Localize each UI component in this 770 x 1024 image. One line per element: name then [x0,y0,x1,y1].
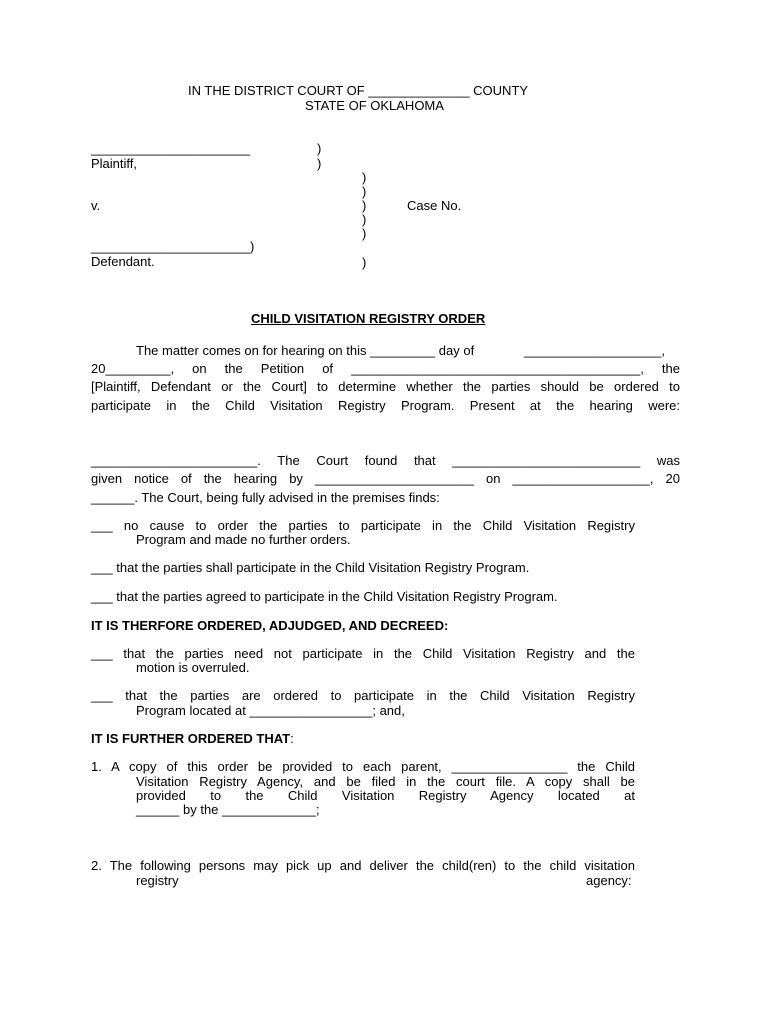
versus-label: v. [91,198,101,213]
caption-paren: ) [317,156,322,171]
case-no-label: Case No. [407,198,462,213]
document-title: CHILD VISITATION REGISTRY ORDER [251,311,486,326]
item-1-line: 1. A copy of this order be provided to each parent, ________________ the Child [91,759,635,774]
item-2-line: 2. The following persons may pick up and deliver the child(ren) to the child visitation [91,858,635,873]
findings-line-3: ______. The Court, being fully advised in the premises finds: [91,490,440,505]
findings-line-2: given notice of the hearing by ______________________ on ___________________, 20 [91,471,680,486]
item-1-line: ______ by the _____________; [136,802,320,817]
finds-option-line: Program and made no further orders. [136,532,351,547]
ordered-option-line: Program located at _________________; and, [136,703,405,718]
intro-line-3: [Plaintiff, Defendant or the Court] to determine whether the parties should be ordered to [91,379,680,394]
intro-line-2: 20_________, on the Petition of ________________________________________, the [91,361,680,376]
finds-option-line: ___ that the parties shall participate in the Child Visitation Registry Program. [91,560,530,575]
ordered-option-line: motion is overruled. [136,660,250,675]
ordered-option-line: ___ that the parties are ordered to participate in the Child Visitation Registry [91,688,635,703]
finds-option-line: ___ that the parties agreed to participate in the Child Visitation Registry Program. [91,589,558,604]
further-heading-text: IT IS FURTHER ORDERED THAT [91,731,291,746]
caption-paren: ) [362,184,367,199]
further-heading-colon: : [290,731,294,746]
defendant-blank: ______________________) [91,239,255,254]
ordered-option-line: ___ that the parties need not participate in the Child Visitation Registry and the [91,646,635,661]
state-line: STATE OF OKLAHOMA [305,98,444,113]
plaintiff-label: Plaintiff, [91,156,138,171]
intro-line-4: participate in the Child Visitation Registry Program. Present at the hearing were: [91,398,680,413]
caption-paren: ) [362,255,367,270]
caption-paren: ) [362,198,367,213]
plaintiff-blank: ______________________ [91,141,251,156]
caption-paren: ) [317,141,322,156]
ordered-heading: IT IS THERFORE ORDERED, ADJUDGED, AND DECREED: [91,618,449,633]
finds-option-line: ___ no cause to order the parties to participate in the Child Visitation Registry [91,518,635,533]
item-1-line: Visitation Registry Agency, and be filed in the court file. A copy shall be [136,774,635,789]
caption-paren: ) [362,212,367,227]
item-2-line-start: registry [136,873,179,888]
intro-line-1-end: ___________________, [524,343,665,358]
findings-line-1: _______________________. The Court found that __________________________ was [91,453,680,468]
caption-paren: ) [362,226,367,241]
intro-line-1: The matter comes on for hearing on this _________ day of [136,343,475,358]
item-2-line-end: agency: [586,873,632,888]
item-1-line: provided to the Child Visitation Registry Agency located at [136,788,635,803]
defendant-label: Defendant. [91,254,155,269]
further-heading [91,731,294,746]
court-line: IN THE DISTRICT COURT OF ______________ COUNTY [188,83,529,98]
caption-paren: ) [362,170,367,185]
